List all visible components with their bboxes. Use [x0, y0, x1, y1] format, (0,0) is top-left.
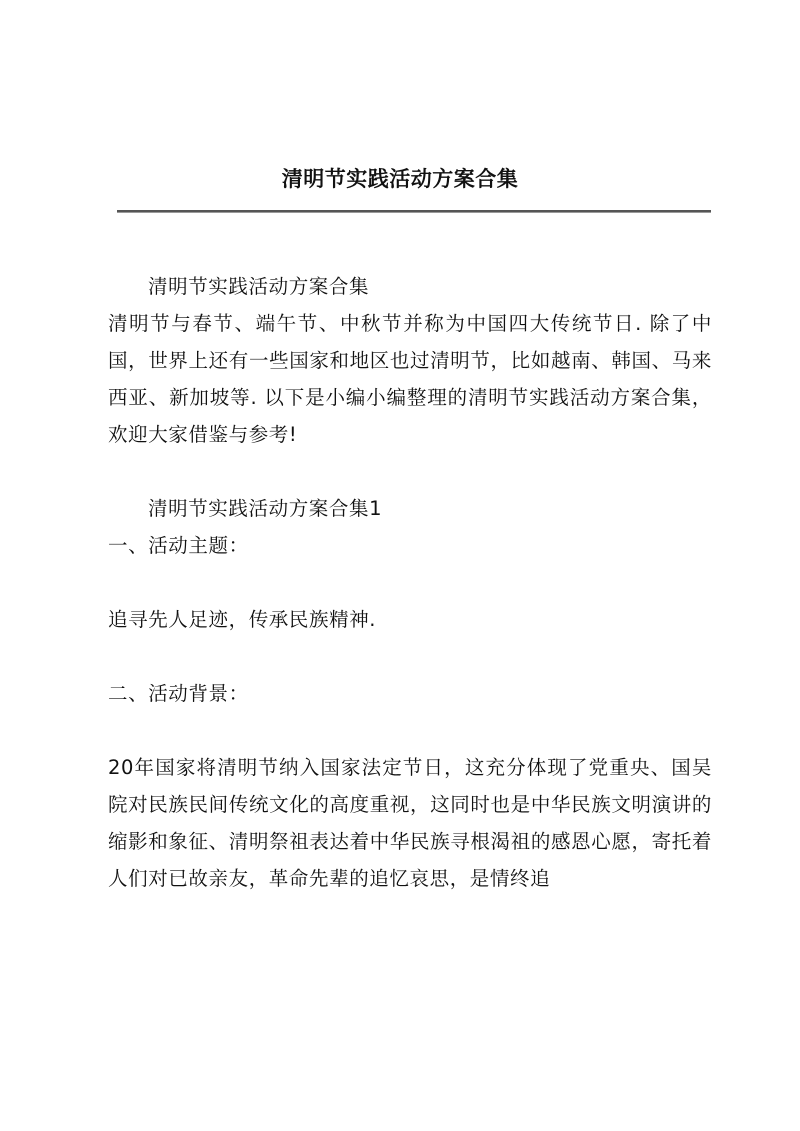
- intro-paragraph: 清明节与春节、端午节、中秋节并称为中国四大传统节日. 除了中国，世界上还有一些国家和地区也过清明节，比如越南、韩国、马来西亚、新加坡等. 以下是小编小编整理的清明节实践活动方案合集，欢迎大家借鉴与参考!: [108, 312, 712, 446]
- section-heading: 清明节实践活动方案合集1: [148, 497, 383, 520]
- subheading-theme: 一、活动主题：: [108, 534, 249, 557]
- background-paragraph: 20年国家将清明节纳入国家法定节日，这充分体现了党重央、国吴院对民族民间传统文化的高度重视，这同时也是中华民族文明演讲的缩影和象征、清明祭祖表达着中华民族寻根渴祖的感恩心愿，寄托着人们对已故亲友，革命先辈的追忆哀思，是情终追: [108, 756, 712, 890]
- subheading-background: 二、活动背景：: [108, 682, 249, 705]
- intro-heading: 清明节实践活动方案合集: [148, 275, 370, 298]
- title-divider: [117, 210, 711, 213]
- document-body: [108, 268, 712, 897]
- theme-paragraph: 追寻先人足迹，传承民族精神.: [108, 608, 377, 631]
- document-title: 清明节实践活动方案合集: [281, 166, 519, 191]
